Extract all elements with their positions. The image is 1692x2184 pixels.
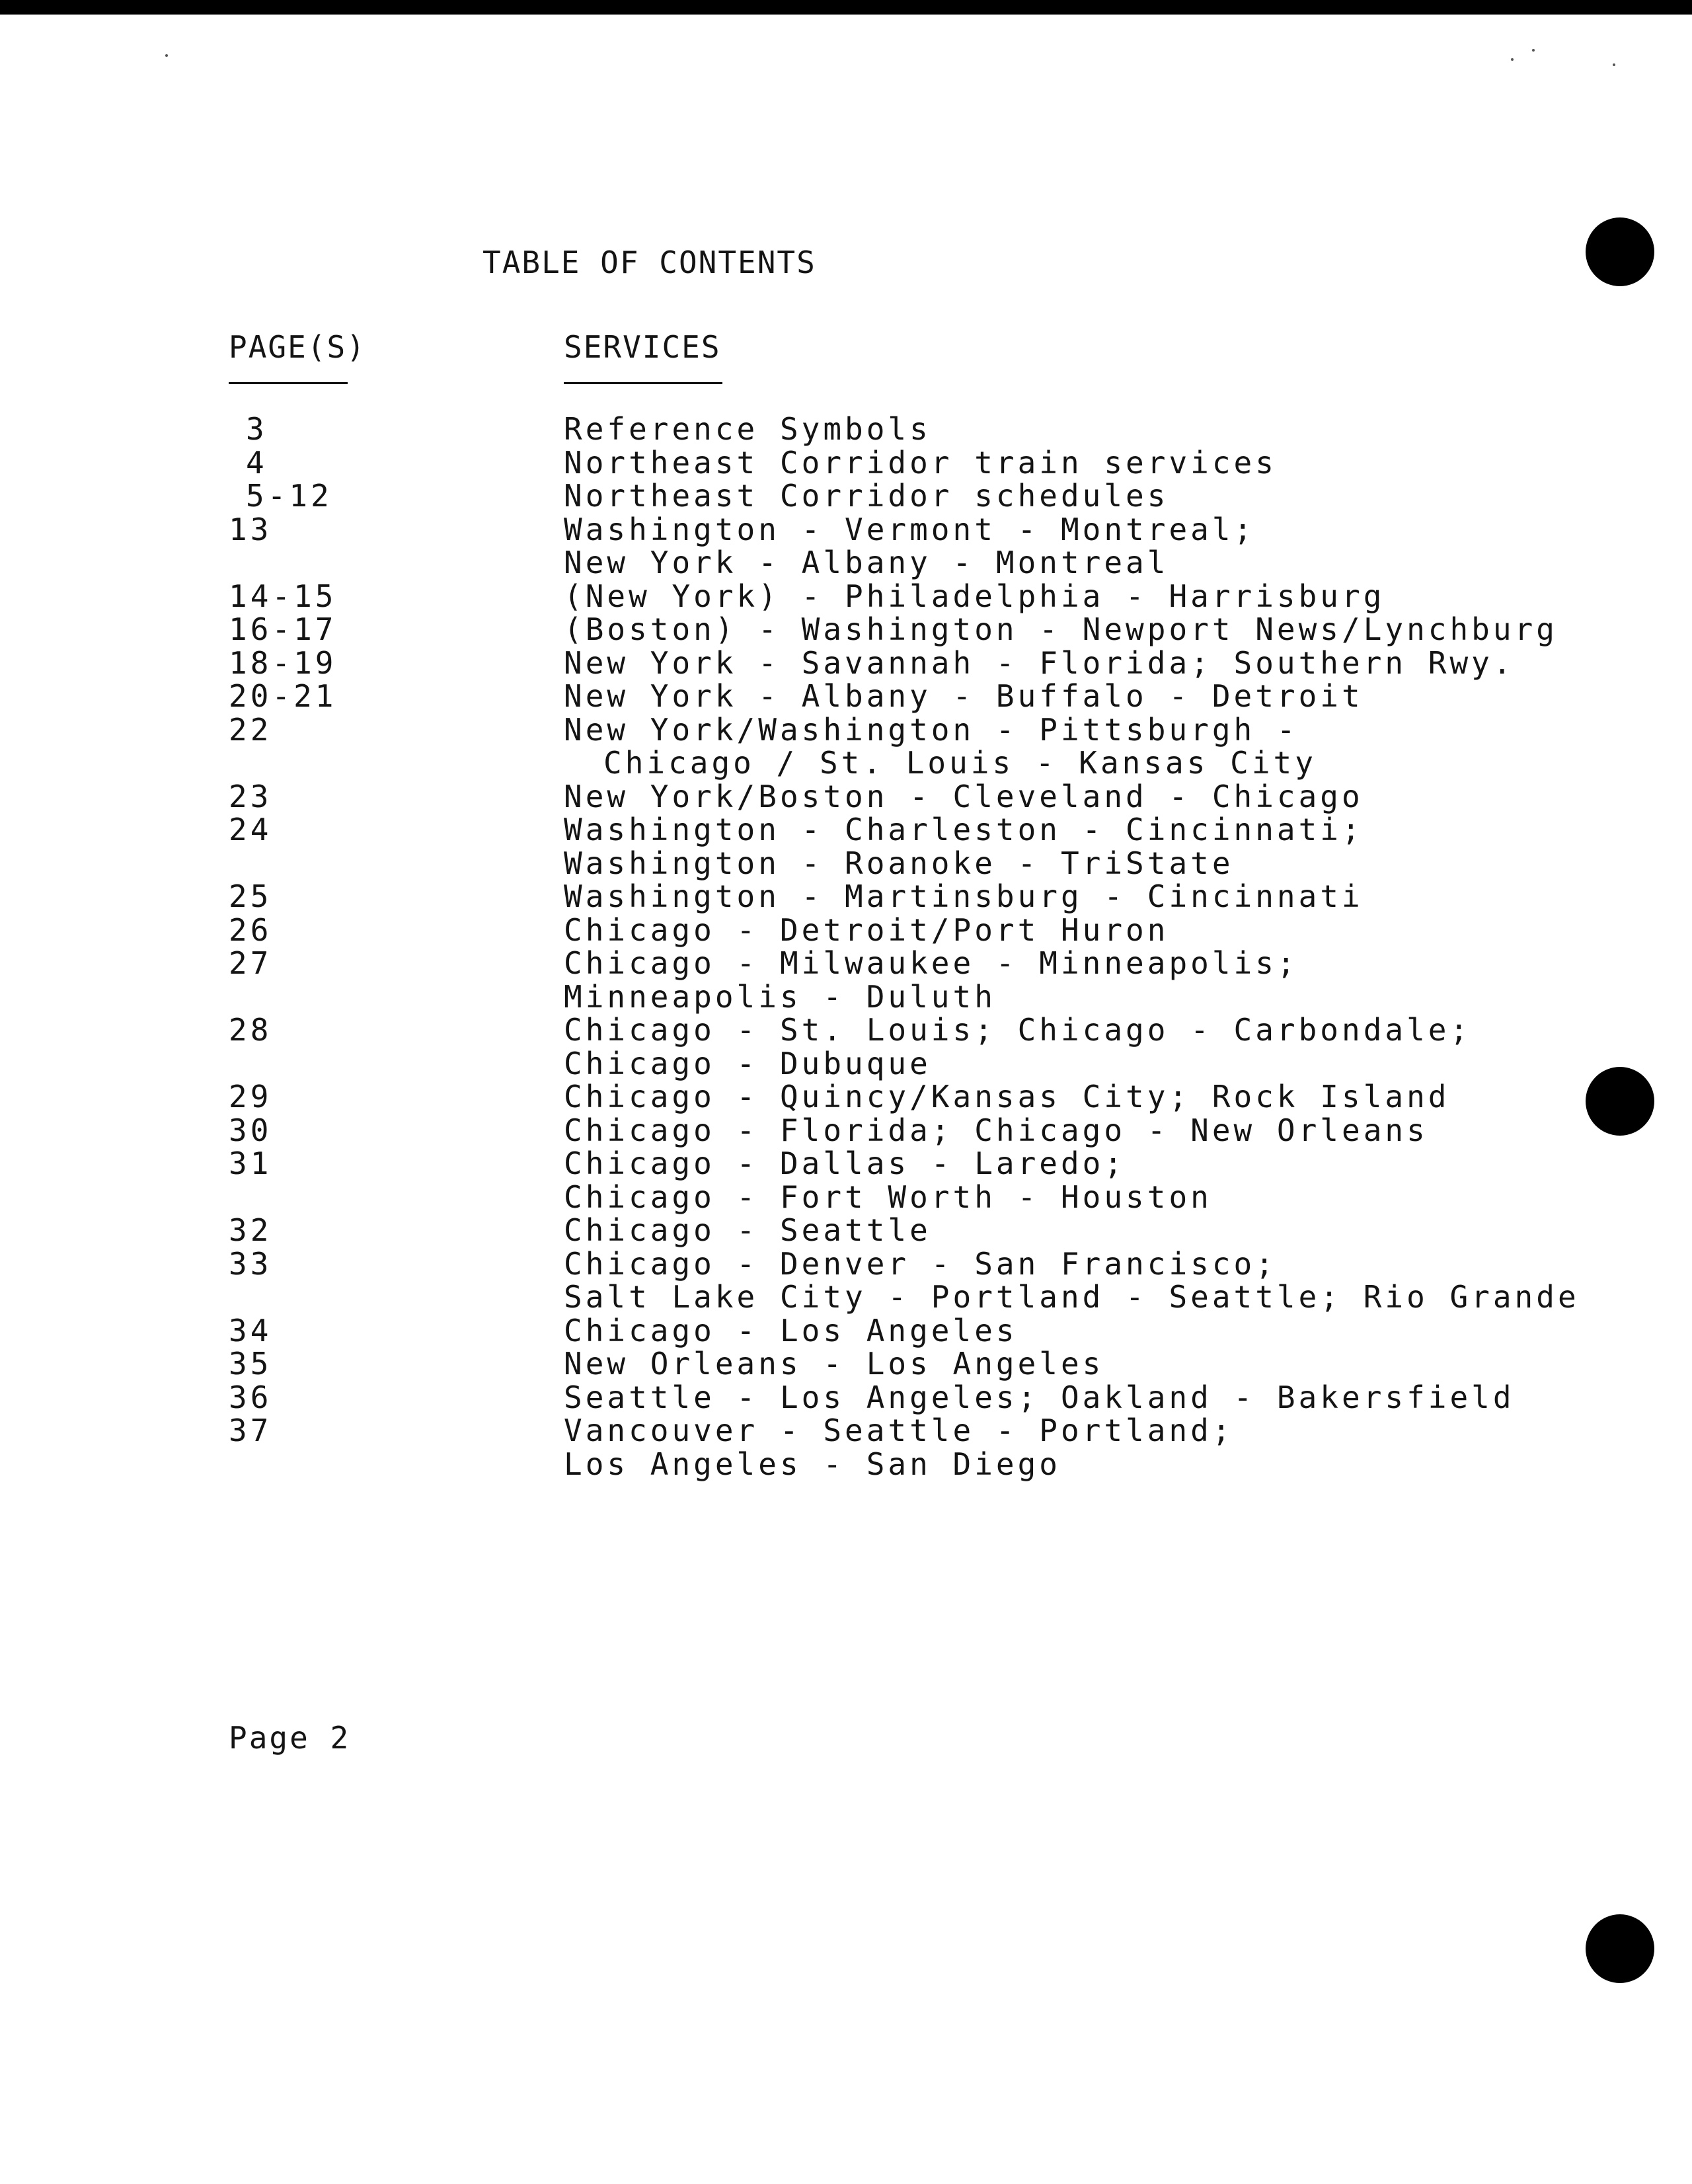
service-route: [564, 947, 1299, 1013]
table-of-contents-list: [0, 412, 1692, 1481]
scan-speck: [1613, 63, 1615, 66]
page-number: 20-21: [229, 678, 337, 714]
service-line: Reference Symbols: [564, 411, 931, 447]
service-route: [564, 914, 1169, 947]
list-item: [0, 1247, 1692, 1314]
service-route: [564, 479, 1169, 513]
service-route: [564, 1114, 1428, 1148]
service-route: [564, 880, 1364, 914]
service-line: Chicago - Dubuque: [564, 1045, 931, 1081]
page-number: 37: [229, 1413, 272, 1448]
service-line: Northeast Corridor train services: [564, 444, 1277, 481]
service-route: [564, 1147, 1212, 1214]
page-number: 23: [229, 778, 272, 814]
service-route: [564, 513, 1255, 580]
column-header-services-underline: [564, 382, 722, 384]
page-number: 26: [229, 912, 272, 948]
service-line: Vancouver - Seattle - Portland;: [564, 1413, 1234, 1448]
service-line: New York/Washington - Pittsburgh -: [564, 711, 1299, 748]
service-route: [564, 412, 931, 446]
list-item: [0, 580, 1692, 613]
binder-hole-top: [1586, 217, 1654, 286]
service-line: (New York) - Philadelphia - Harrisburg: [564, 578, 1385, 614]
page-number: 33: [229, 1245, 272, 1282]
scan-speck: [1532, 49, 1535, 52]
service-line: Seattle - Los Angeles; Oakland - Bakersfield: [564, 1379, 1515, 1415]
page-number: 3: [246, 411, 268, 447]
service-line: Chicago / St. Louis - Kansas City: [603, 745, 1317, 781]
list-item: [0, 880, 1692, 914]
service-line: Chicago - Detroit/Port Huron: [564, 912, 1169, 948]
service-route: [564, 713, 1317, 780]
service-line: Washington - Charleston - Cincinnati;: [564, 812, 1364, 847]
list-item: [0, 513, 1692, 580]
service-line: Washington - Vermont - Montreal;: [564, 511, 1256, 547]
list-item: [0, 412, 1692, 446]
service-line: Salt Lake City - Portland - Seattle; Rio Grande: [564, 1279, 1580, 1315]
service-line: New York - Albany - Montreal: [564, 545, 1169, 580]
service-route: [564, 1247, 1580, 1314]
service-line: (Boston) - Washington - Newport News/Lynchburg: [564, 611, 1558, 647]
binder-hole-bottom: [1586, 1914, 1654, 1983]
service-line: Chicago - Los Angeles: [564, 1312, 1018, 1348]
list-item: [0, 1314, 1692, 1348]
list-item: [0, 914, 1692, 947]
list-item: [0, 479, 1692, 513]
service-line: Chicago - Dallas - Laredo;: [564, 1146, 1126, 1181]
list-item: [0, 446, 1692, 480]
service-line: Chicago - Quincy/Kansas City; Rock Island: [564, 1079, 1450, 1114]
list-item: [0, 646, 1692, 680]
page-number: 24: [229, 812, 272, 847]
service-line: Chicago - Fort Worth - Houston: [564, 1179, 1212, 1215]
service-route: [564, 646, 1515, 680]
service-route: [564, 680, 1364, 713]
page-number: 31: [229, 1146, 272, 1181]
service-route: [564, 1214, 931, 1247]
page-number: 18-19: [229, 644, 337, 681]
column-header-pages: PAGE(S): [229, 329, 366, 365]
list-item: [0, 680, 1692, 713]
service-line: Northeast Corridor schedules: [564, 478, 1169, 514]
service-route: [564, 780, 1364, 814]
service-line: New Orleans - Los Angeles: [564, 1346, 1104, 1382]
list-item: [0, 780, 1692, 814]
list-item: [0, 813, 1692, 880]
list-item: [0, 1414, 1692, 1481]
page-number: 35: [229, 1346, 272, 1382]
service-route: [564, 1013, 1471, 1080]
page-number: 34: [229, 1312, 272, 1348]
column-header-services: SERVICES: [564, 329, 721, 365]
service-line: New York/Boston - Cleveland - Chicago: [564, 778, 1364, 814]
service-line: New York - Albany - Buffalo - Detroit: [564, 678, 1364, 714]
page-number: 32: [229, 1212, 272, 1248]
page-number: 30: [229, 1112, 272, 1148]
service-route: [564, 446, 1277, 480]
page-number: 29: [229, 1079, 272, 1114]
list-item: [0, 613, 1692, 646]
page-title: TABLE OF CONTENTS: [482, 245, 816, 280]
service-line: Minneapolis - Duluth: [564, 978, 996, 1015]
service-route: [564, 813, 1364, 880]
column-header-pages-underline: [229, 382, 348, 384]
page-number: 36: [229, 1379, 272, 1415]
page-number: 22: [229, 711, 272, 748]
service-line: Chicago - St. Louis; Chicago - Carbondale;: [564, 1012, 1472, 1048]
page-number-footer: Page 2: [229, 1720, 351, 1756]
service-line: Chicago - Seattle: [564, 1212, 931, 1248]
page-number: 14-15: [229, 578, 337, 614]
page-number: 28: [229, 1012, 272, 1048]
service-route: [564, 1080, 1449, 1114]
service-line: Washington - Roanoke - TriState: [564, 845, 1234, 881]
service-line: Los Angeles - San Diego: [564, 1446, 1061, 1482]
service-route: [564, 580, 1385, 613]
service-route: [564, 613, 1558, 646]
scan-speck: [1511, 58, 1514, 61]
list-item: [0, 1381, 1692, 1415]
page-number: 5-12: [246, 478, 332, 514]
scan-top-edge: [0, 0, 1692, 15]
page-number: 16-17: [229, 611, 337, 647]
list-item: [0, 1080, 1692, 1114]
list-item: [0, 713, 1692, 780]
page-number: 25: [229, 878, 272, 914]
service-line: Chicago - Florida; Chicago - New Orleans: [564, 1112, 1428, 1148]
list-item: [0, 1214, 1692, 1247]
service-line: New York - Savannah - Florida; Southern Rwy.: [564, 644, 1515, 681]
service-route: [564, 1414, 1234, 1481]
service-route: [564, 1347, 1104, 1381]
list-item: [0, 947, 1692, 1013]
page-number: 4: [246, 444, 268, 481]
service-line: Washington - Martinsburg - Cincinnati: [564, 878, 1364, 914]
scan-speck: [165, 54, 168, 57]
service-line: Chicago - Milwaukee - Minneapolis;: [564, 945, 1299, 981]
service-route: [564, 1381, 1515, 1415]
page-number: 13: [229, 511, 272, 547]
list-item: [0, 1114, 1692, 1148]
list-item: [0, 1347, 1692, 1381]
service-line: Chicago - Denver - San Francisco;: [564, 1245, 1277, 1282]
page-number: 27: [229, 945, 272, 981]
list-item: [0, 1013, 1692, 1080]
list-item: [0, 1147, 1692, 1214]
service-route: [564, 1314, 1018, 1348]
